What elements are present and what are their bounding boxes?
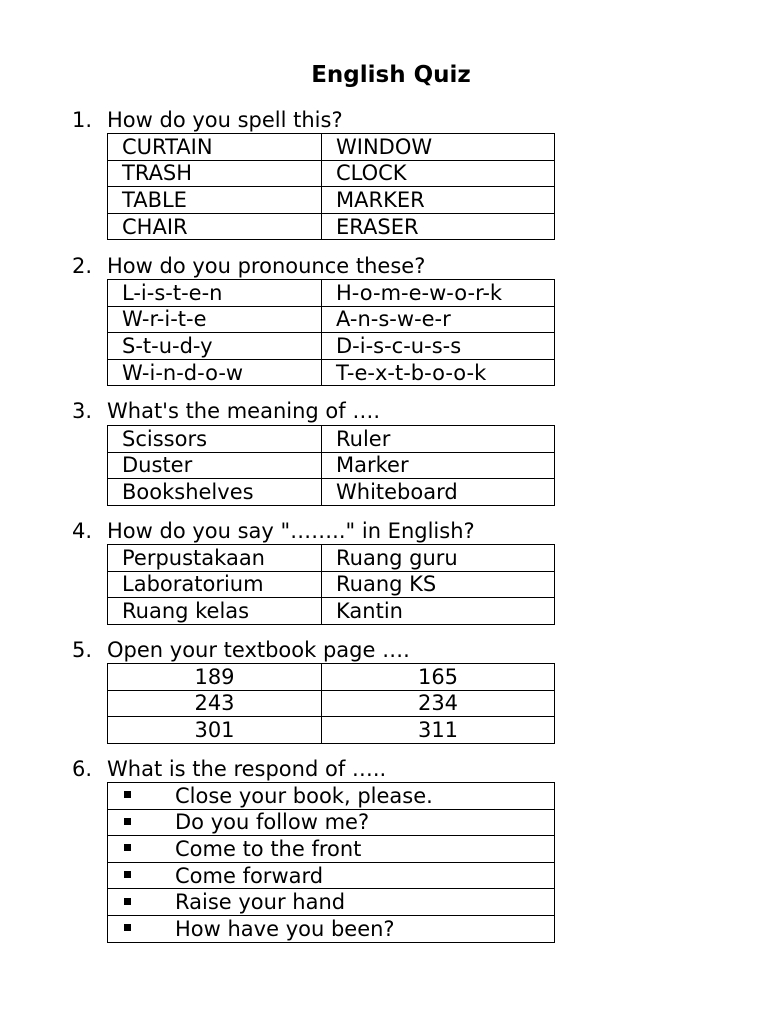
question-text: How do you say "…….." in English? xyxy=(107,519,475,543)
table-cell: Ruang guru xyxy=(322,545,555,572)
table-cell: A-n-s-w-e-r xyxy=(322,306,555,333)
square-bullet-icon xyxy=(124,871,131,878)
list-item-text: Come forward xyxy=(175,863,324,888)
list-item-text: How have you been? xyxy=(175,916,395,941)
question-text: How do you spell this? xyxy=(107,108,343,132)
table-row xyxy=(108,862,555,889)
list-item xyxy=(108,915,555,942)
question-1-table xyxy=(107,133,555,240)
table-cell: 189 xyxy=(108,664,322,691)
table-cell: W-i-n-d-o-w xyxy=(108,359,322,386)
table-cell: Marker xyxy=(322,452,555,479)
question-number: 1. xyxy=(72,108,93,132)
list-item xyxy=(108,836,555,863)
table-row xyxy=(108,809,555,836)
question-2 xyxy=(72,253,425,279)
table-row xyxy=(108,889,555,916)
question-6-table xyxy=(107,782,555,943)
table-cell: TRASH xyxy=(108,160,322,187)
table-cell: H-o-m-e-w-o-r-k xyxy=(322,280,555,307)
table-row xyxy=(108,160,555,187)
question-number: 2. xyxy=(72,254,93,278)
table-cell: Ruang kelas xyxy=(108,598,322,625)
table-cell: Whiteboard xyxy=(322,479,555,506)
table-cell: MARKER xyxy=(322,187,555,214)
table-cell: TABLE xyxy=(108,187,322,214)
question-5-table xyxy=(107,663,555,744)
table-cell: 301 xyxy=(108,717,322,744)
question-5 xyxy=(72,637,410,663)
list-item-text: Do you follow me? xyxy=(175,810,370,835)
table-row xyxy=(108,545,555,572)
table-cell: CHAIR xyxy=(108,213,322,240)
table-cell: T-e-x-t-b-o-o-k xyxy=(322,359,555,386)
table-cell: S-t-u-d-y xyxy=(108,333,322,360)
question-1 xyxy=(72,107,343,133)
list-item-text: Come to the front xyxy=(175,836,362,861)
question-text: Open your textbook page …. xyxy=(107,638,410,662)
table-cell: CURTAIN xyxy=(108,134,322,161)
list-item xyxy=(108,809,555,836)
table-row xyxy=(108,333,555,360)
table-cell: L-i-s-t-e-n xyxy=(108,280,322,307)
question-number: 5. xyxy=(72,638,93,662)
table-cell: Scissors xyxy=(108,426,322,453)
question-number: 3. xyxy=(72,399,93,423)
table-row xyxy=(108,452,555,479)
square-bullet-icon xyxy=(124,924,131,931)
question-text: How do you pronounce these? xyxy=(107,254,426,278)
table-row xyxy=(108,664,555,691)
table-row xyxy=(108,915,555,942)
table-row xyxy=(108,213,555,240)
table-cell: Ruler xyxy=(322,426,555,453)
table-row xyxy=(108,187,555,214)
table-row xyxy=(108,717,555,744)
question-number: 4. xyxy=(72,519,93,543)
table-row xyxy=(108,836,555,863)
list-item-text: Close your book, please. xyxy=(175,783,433,808)
table-row xyxy=(108,306,555,333)
list-item xyxy=(108,889,555,916)
table-cell: Bookshelves xyxy=(108,479,322,506)
question-6 xyxy=(72,756,386,782)
table-row xyxy=(108,359,555,386)
table-cell: Kantin xyxy=(322,598,555,625)
table-row xyxy=(108,598,555,625)
table-cell: Perpustakaan xyxy=(108,545,322,572)
square-bullet-icon xyxy=(124,818,131,825)
table-cell: Laboratorium xyxy=(108,571,322,598)
square-bullet-icon xyxy=(124,898,131,905)
table-cell: Ruang KS xyxy=(322,571,555,598)
table-row xyxy=(108,783,555,810)
table-cell: 311 xyxy=(322,717,555,744)
list-item-text: Raise your hand xyxy=(175,890,346,915)
question-number: 6. xyxy=(72,757,93,781)
table-row xyxy=(108,690,555,717)
question-4 xyxy=(72,518,475,544)
page-title: English Quiz xyxy=(311,62,471,88)
question-2-table xyxy=(107,279,555,386)
question-4-table xyxy=(107,544,555,625)
table-cell: CLOCK xyxy=(322,160,555,187)
table-cell: Duster xyxy=(108,452,322,479)
table-cell: 165 xyxy=(322,664,555,691)
table-row xyxy=(108,571,555,598)
table-cell: W-r-i-t-e xyxy=(108,306,322,333)
list-item xyxy=(108,783,555,810)
question-text: What's the meaning of …. xyxy=(107,399,380,423)
table-cell: 243 xyxy=(108,690,322,717)
table-row xyxy=(108,479,555,506)
table-row xyxy=(108,280,555,307)
table-row xyxy=(108,134,555,161)
table-cell: 234 xyxy=(322,690,555,717)
table-cell: WINDOW xyxy=(322,134,555,161)
table-cell: D-i-s-c-u-s-s xyxy=(322,333,555,360)
list-item xyxy=(108,862,555,889)
question-3-table xyxy=(107,425,555,506)
square-bullet-icon xyxy=(124,844,131,851)
table-row xyxy=(108,426,555,453)
table-cell: ERASER xyxy=(322,213,555,240)
question-text: What is the respond of ….. xyxy=(107,757,387,781)
question-3 xyxy=(72,398,380,424)
square-bullet-icon xyxy=(124,791,131,798)
